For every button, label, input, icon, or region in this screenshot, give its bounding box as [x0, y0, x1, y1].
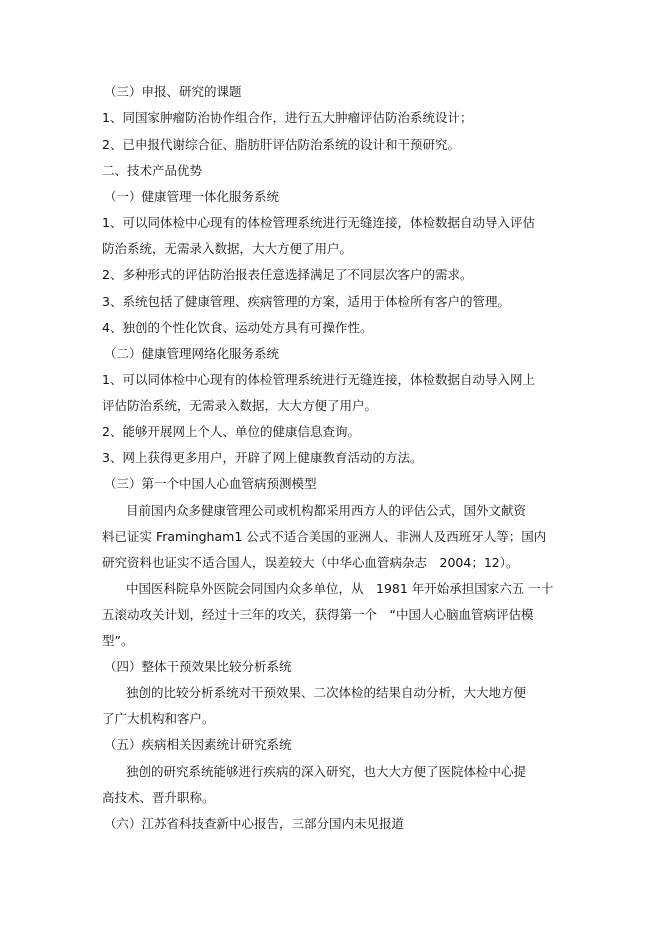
text-line: 高技术、晋升职称。: [102, 790, 215, 805]
text-line: 五滚动攻关计划，经过十三年的攻关，获得第一个 “中国人心脑血管病评估模: [102, 607, 534, 622]
subsection-heading: （三）第一个中国人心血管病预测模型: [104, 476, 317, 491]
text-line: 3、网上获得更多用户，开辟了网上健康教育活动的方法。: [102, 450, 423, 465]
section-heading-advantages: 二、技术产品优势: [102, 163, 203, 178]
text-line: 研究资料也证实不适合国人，误差较大（中华心血管病杂志 2004；12）。: [102, 555, 519, 570]
text-line: 了广大机构和客户。: [102, 711, 215, 726]
section-heading-projects: （三）申报、研究的课题: [104, 84, 242, 99]
subsection-heading: （二）健康管理网络化服务系统: [104, 346, 280, 361]
subsection-heading: （五）疾病相关因素统计研究系统: [104, 737, 292, 752]
subsection-heading: （六）江苏省科技查新中心报告，三部分国内未见报道: [104, 816, 405, 831]
text-line: 1、同国家肿瘤防治协作组合作，进行五大肿瘤评估防治系统设计；: [102, 110, 473, 125]
text-line: 2、能够开展网上个人、单位的健康信息查询。: [102, 424, 360, 439]
text-line: 独创的比较分析系统对干预效果、二次体检的结果自动分析，大大地方便: [126, 685, 527, 700]
text-line: 2、已申报代谢综合征、脂肪肝评估防治系统的设计和干预研究。: [102, 137, 460, 152]
text-line: 评估防治系统，无需录入数据，大大方便了用户。: [102, 398, 378, 413]
subsection-heading: （四）整体干预效果比较分析系统: [104, 659, 292, 674]
text-line: 2、多种形式的评估防治报表任意选择满足了不同层次客户的需求。: [102, 267, 473, 282]
text-line: 料已证实 Framingham1 公式不适合美国的亚洲人、非洲人及西班牙人等；国内: [102, 529, 547, 544]
text-line: 独创的研究系统能够进行疾病的深入研究，也大大方便了医院体检中心提: [126, 764, 527, 779]
text-line: 型”。: [102, 633, 134, 648]
text-line: 目前国内众多健康管理公司或机构都采用西方人的评估公式，国外文献资: [126, 503, 527, 518]
text-line: 防治系统，无需录入数据，大大方便了用户。: [102, 241, 353, 256]
subsection-heading: （一）健康管理一体化服务系统: [104, 189, 280, 204]
text-line: 1、可以同体检中心现有的体检管理系统进行无缝连接，体检数据自动导入网上: [102, 372, 535, 387]
text-line: 1、可以同体检中心现有的体检管理系统进行无缝连接，体检数据自动导入评估: [102, 215, 535, 230]
text-line: 3、系统包括了健康管理、疾病管理的方案，适用于体检所有客户的管理。: [102, 294, 510, 309]
text-line: 中国医科院阜外医院会同国内众多单位，从 1981 年开始承担国家六五 一十: [126, 581, 554, 596]
text-line: 4、独创的个性化饮食、运动处方具有可操作性。: [102, 320, 373, 335]
